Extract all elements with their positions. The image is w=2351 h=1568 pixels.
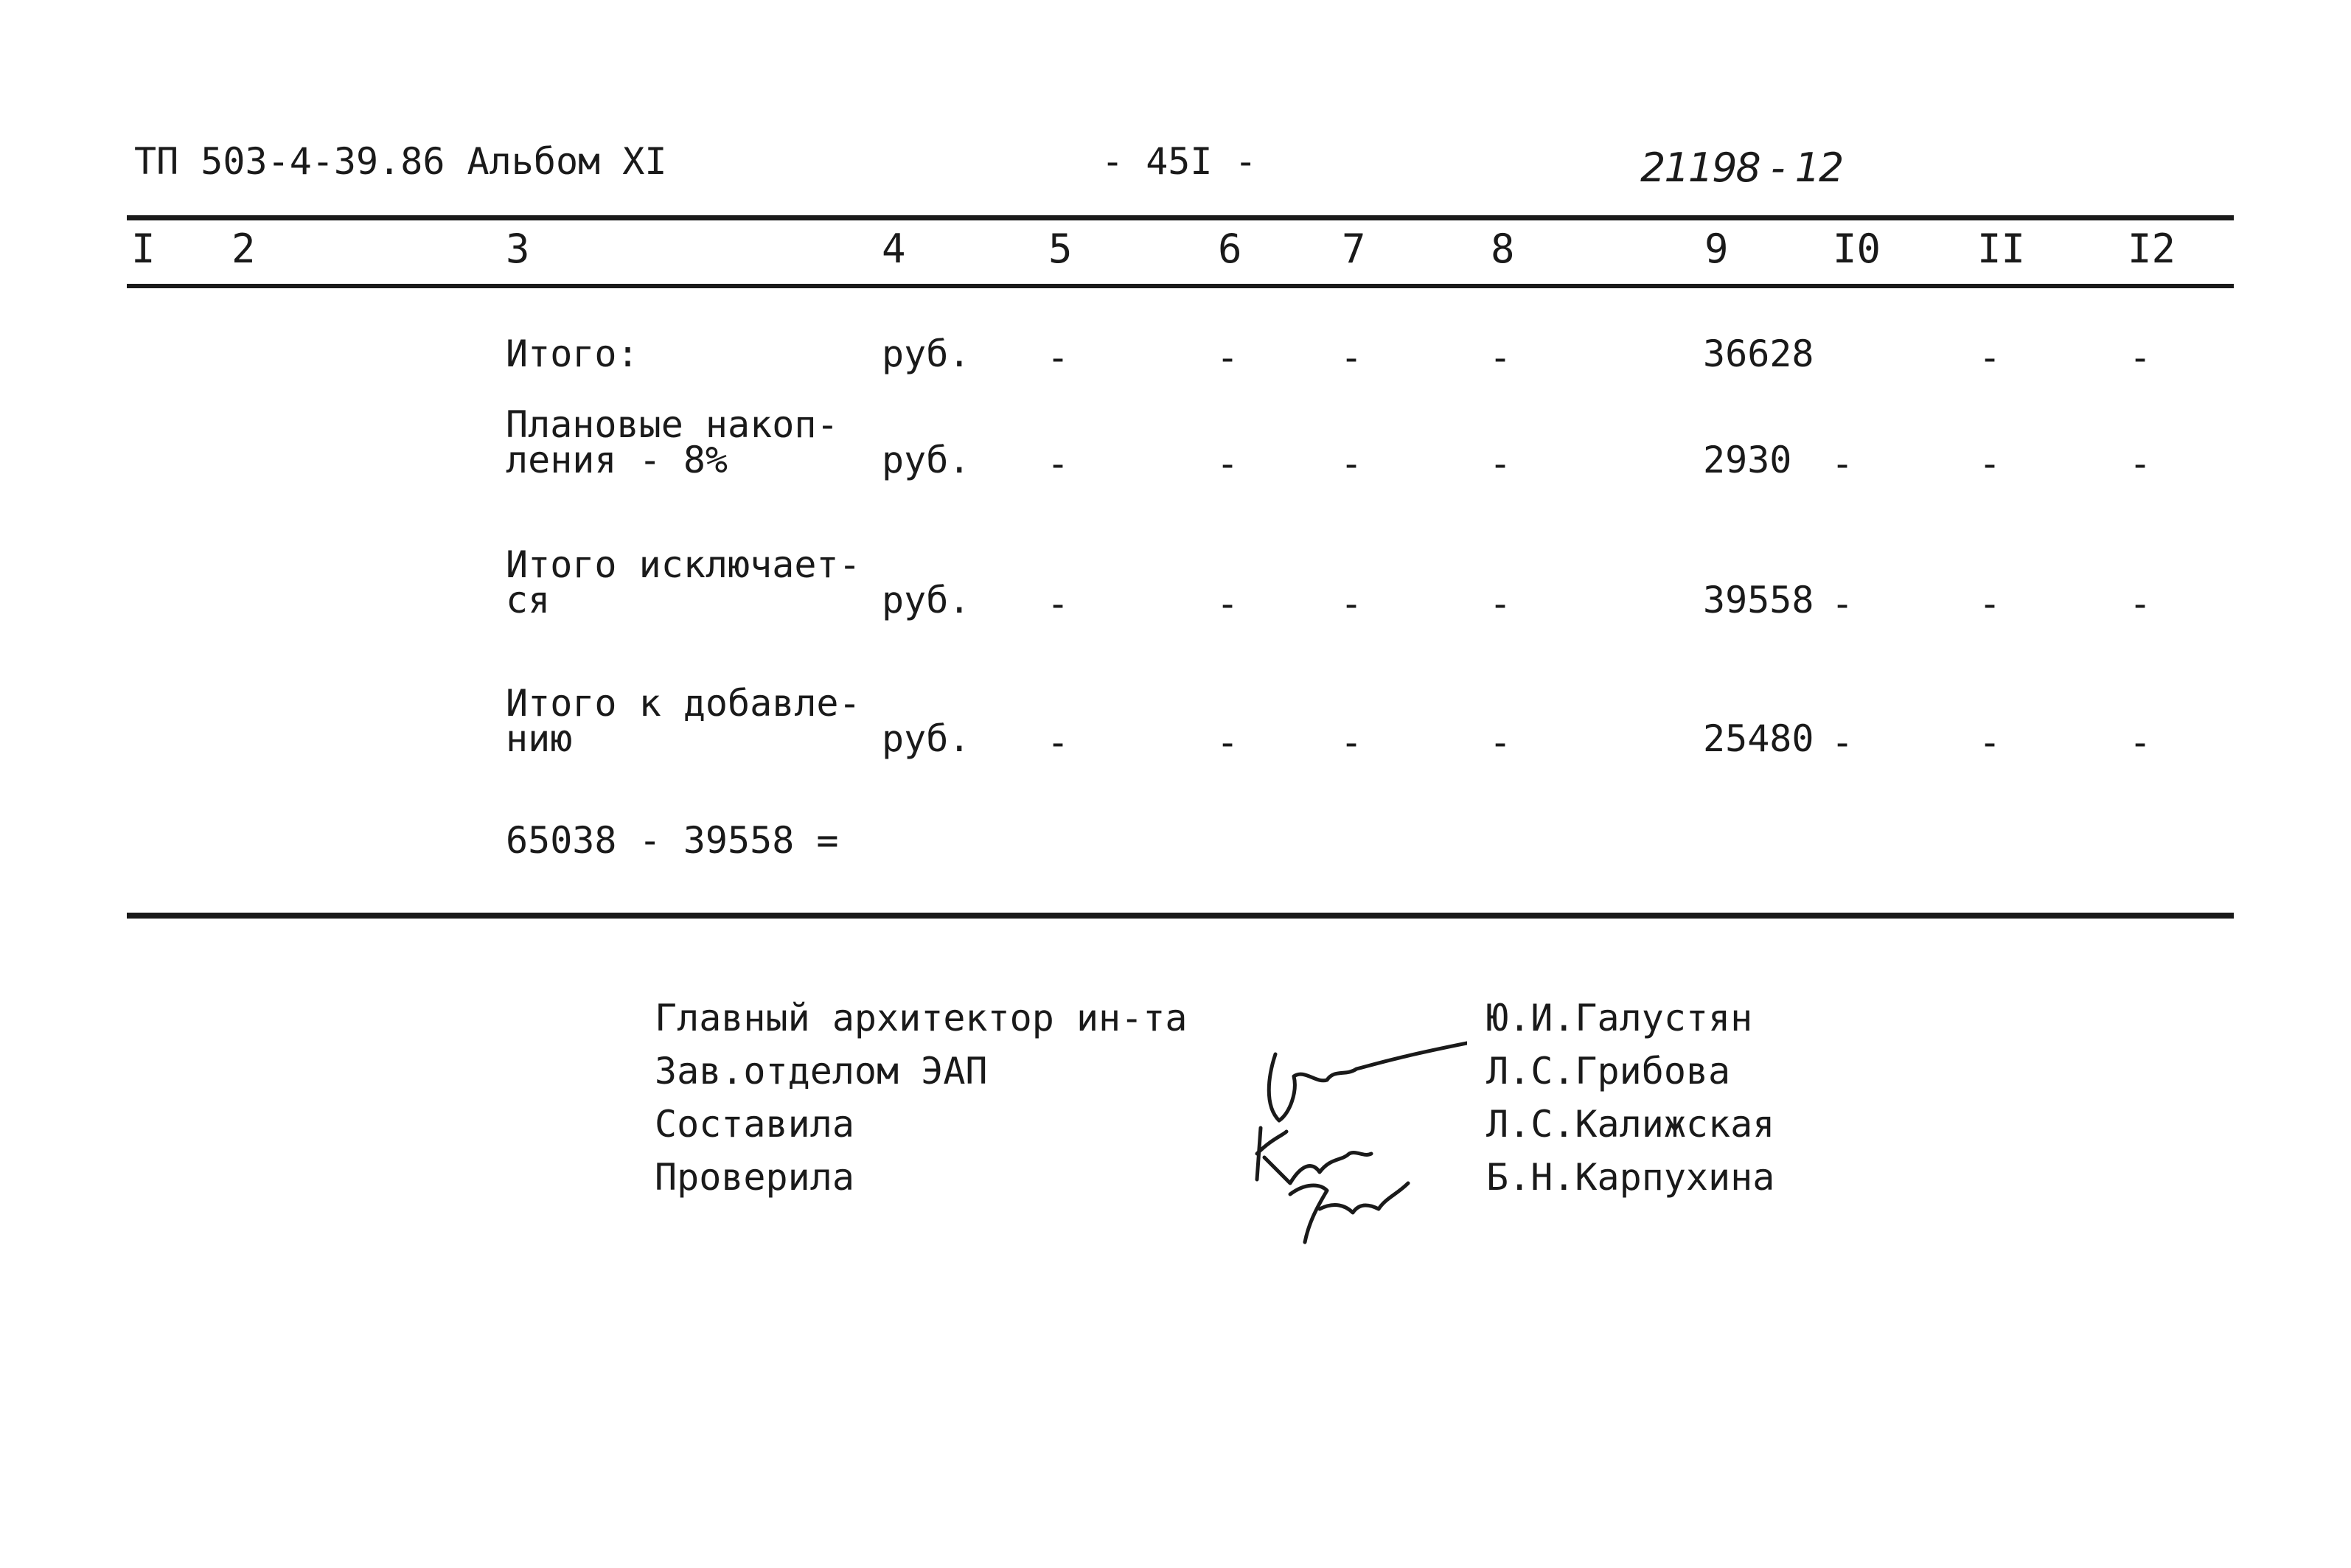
signature-scribble-1 [1269,1043,1467,1121]
cell-col10: - [1831,582,1854,625]
cell-col10: - [1831,442,1854,485]
row-label: Итого: [506,332,639,375]
column-number: 6 [1218,226,1242,272]
column-number: 8 [1491,226,1515,272]
column-number: I0 [1833,226,1881,272]
cell-col11: - [1979,442,2002,485]
cell-col5: - [1047,721,1070,764]
table-bottom-rule [127,913,2234,919]
cell-col6: - [1216,336,1239,379]
role-chief-architect: Главный архитектор ин-та [655,997,1188,1039]
cell-col12: - [2129,721,2152,764]
name-galustyan: Ю.И.Галустян [1486,997,1753,1039]
cell-col7: - [1340,721,1363,764]
cell-col9: 36628 [1703,332,1814,375]
cell-col7: - [1340,442,1363,485]
formula: 65038 - 39558 = [506,819,839,862]
cell-col8: - [1489,582,1512,625]
row-unit: руб. [882,579,971,621]
row-unit: руб. [882,717,971,760]
column-number: 5 [1048,226,1073,272]
column-number: 4 [882,226,906,272]
cell-col7: - [1340,336,1363,379]
signature-names [1486,992,1774,1204]
cell-col12: - [2129,582,2152,625]
doc-number: 21198 - 12 [1640,144,1843,191]
header-left: ТП 503-4-39.86 Альбом XI [134,140,667,183]
cell-col11: - [1979,721,2002,764]
cell-col9: 39558 [1703,579,1814,621]
cell-col5: - [1047,582,1070,625]
cell-col5: - [1047,442,1070,485]
column-number: 7 [1342,226,1366,272]
name-karpukhina: Б.Н.Карпухина [1486,1156,1775,1199]
role-department-head: Зав.отделом ЭАП [655,1050,988,1093]
column-number: 2 [231,226,256,272]
cell-col6: - [1216,442,1239,485]
column-number: 3 [506,226,530,272]
signature-scribble-2 [1257,1128,1371,1183]
row-label: Итого исключает- ся [506,543,861,621]
cell-col9: 25480 [1703,717,1814,760]
table-top-rule [127,215,2234,220]
cell-col11: - [1979,336,2002,379]
column-number: II [1977,226,2026,272]
name-gribova: Л.С.Грибова [1486,1050,1731,1093]
row-unit: руб. [882,439,971,481]
row-label: Плановые накоп- ления - 8% [506,403,839,481]
cell-col10: - [1831,721,1854,764]
column-number: 9 [1704,226,1729,272]
column-number: I2 [2128,226,2176,272]
cell-col6: - [1216,582,1239,625]
cell-col12: - [2129,442,2152,485]
role-checked-by: Проверила [655,1156,854,1199]
handwritten-signatures [1246,1025,1467,1253]
cell-col8: - [1489,442,1512,485]
cell-col11: - [1979,582,2002,625]
cell-col9: 2930 [1703,439,1792,481]
row-label: Итого к добавле- нию [506,682,861,760]
cell-col8: - [1489,721,1512,764]
name-kalizhskaya: Л.С.Калижская [1486,1103,1775,1146]
cell-col5: - [1047,336,1070,379]
table-header-rule [127,284,2234,288]
cell-col12: - [2129,336,2152,379]
cell-col7: - [1340,582,1363,625]
page-number: - 45I - [1101,140,1257,183]
column-number: I [131,226,156,272]
signature-scribble-3 [1290,1183,1408,1242]
cell-col8: - [1489,336,1512,379]
cell-col6: - [1216,721,1239,764]
row-unit: руб. [882,332,971,375]
signature-roles [655,992,1187,1204]
role-compiled-by: Составила [655,1103,854,1146]
